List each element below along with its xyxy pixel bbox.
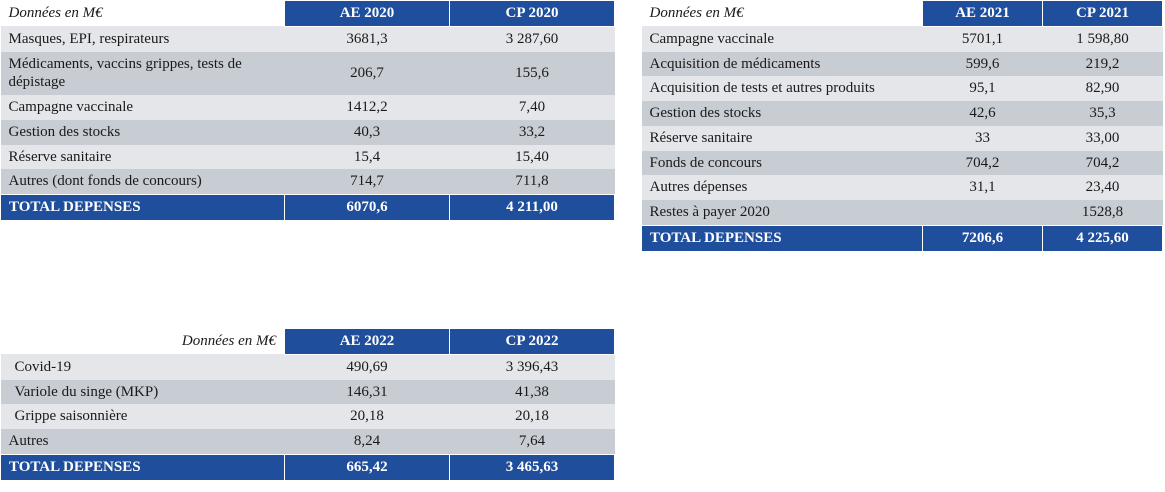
row-value-ae: 42,6 — [923, 101, 1043, 126]
row-value-ae: 599,6 — [923, 52, 1043, 77]
row-value-cp: 7,40 — [450, 95, 615, 120]
table-header-row — [1, 1, 615, 27]
row-label: Variole du singe (MKP) — [1, 380, 285, 405]
table-total-row — [1, 195, 615, 221]
table-row — [1, 404, 615, 429]
row-label: Autres dépenses — [642, 175, 923, 200]
row-value-ae: 714,7 — [285, 169, 450, 194]
row-label: Gestion des stocks — [642, 101, 923, 126]
column-header-cp: CP 2021 — [1043, 1, 1163, 27]
row-label: Gestion des stocks — [1, 120, 285, 145]
table — [0, 0, 615, 221]
table-row — [1, 354, 615, 379]
row-label: Acquisition de médicaments — [642, 52, 923, 77]
table-row — [1, 120, 615, 145]
table-row — [1, 145, 615, 170]
row-value-cp: 20,18 — [450, 404, 615, 429]
row-value-ae: 490,69 — [285, 354, 450, 379]
row-value-cp: 23,40 — [1043, 175, 1163, 200]
row-label: Masques, EPI, respirateurs — [1, 26, 285, 51]
row-value-ae — [923, 200, 1043, 225]
table-header-row — [1, 329, 615, 355]
total-value-cp: 4 211,00 — [450, 195, 615, 221]
table-caption: Données en M€ — [1, 1, 285, 27]
total-label: TOTAL DEPENSES — [1, 454, 285, 480]
table-caption: Données en M€ — [642, 1, 923, 27]
row-value-ae: 20,18 — [285, 404, 450, 429]
row-label: Campagne vaccinale — [642, 26, 923, 51]
row-value-ae: 40,3 — [285, 120, 450, 145]
table-row — [1, 169, 615, 194]
table-row — [642, 200, 1163, 225]
table-header-row — [642, 1, 1163, 27]
row-value-ae: 3681,3 — [285, 26, 450, 51]
table-row — [1, 380, 615, 405]
row-value-cp: 33,2 — [450, 120, 615, 145]
row-value-cp: 1 598,80 — [1043, 26, 1163, 51]
total-label: TOTAL DEPENSES — [1, 195, 285, 221]
table-row — [1, 429, 615, 454]
table-row — [642, 126, 1163, 151]
column-header-cp: CP 2022 — [450, 329, 615, 355]
row-value-cp: 704,2 — [1043, 151, 1163, 176]
table — [0, 328, 615, 481]
row-value-cp: 82,90 — [1043, 76, 1163, 101]
total-value-cp: 4 225,60 — [1043, 225, 1163, 251]
row-label: Fonds de concours — [642, 151, 923, 176]
total-value-ae: 6070,6 — [285, 195, 450, 221]
total-label: TOTAL DEPENSES — [642, 225, 923, 251]
row-value-ae: 33 — [923, 126, 1043, 151]
row-value-ae: 146,31 — [285, 380, 450, 405]
table-row — [642, 76, 1163, 101]
table-depenses-2021 — [641, 0, 1165, 252]
row-value-cp: 1528,8 — [1043, 200, 1163, 225]
table-row — [642, 101, 1163, 126]
row-value-ae: 15,4 — [285, 145, 450, 170]
row-label: Réserve sanitaire — [642, 126, 923, 151]
row-value-cp: 41,38 — [450, 380, 615, 405]
row-value-cp: 219,2 — [1043, 52, 1163, 77]
row-label: Restes à payer 2020 — [642, 200, 923, 225]
row-value-ae: 5701,1 — [923, 26, 1043, 51]
row-value-ae: 31,1 — [923, 175, 1043, 200]
row-value-cp: 155,6 — [450, 52, 615, 96]
row-label: Autres — [1, 429, 285, 454]
row-value-cp: 3 396,43 — [450, 354, 615, 379]
row-value-ae: 206,7 — [285, 52, 450, 96]
row-label: Autres (dont fonds de concours) — [1, 169, 285, 194]
row-value-cp: 7,64 — [450, 429, 615, 454]
column-header-ae: AE 2021 — [923, 1, 1043, 27]
total-value-ae: 665,42 — [285, 454, 450, 480]
row-value-cp: 15,40 — [450, 145, 615, 170]
row-value-cp: 33,00 — [1043, 126, 1163, 151]
column-header-ae: AE 2022 — [285, 329, 450, 355]
table-row — [642, 175, 1163, 200]
row-label: Réserve sanitaire — [1, 145, 285, 170]
row-value-ae: 95,1 — [923, 76, 1043, 101]
row-label: Médicaments, vaccins grippes, tests de dépistage — [1, 52, 285, 96]
total-value-cp: 3 465,63 — [450, 454, 615, 480]
column-header-ae: AE 2020 — [285, 1, 450, 27]
table-row — [642, 52, 1163, 77]
table-row — [1, 26, 615, 51]
table-row — [642, 151, 1163, 176]
row-label: Campagne vaccinale — [1, 95, 285, 120]
row-value-cp: 35,3 — [1043, 101, 1163, 126]
table-row — [1, 52, 615, 96]
row-label: Acquisition de tests et autres produits — [642, 76, 923, 101]
table — [641, 0, 1163, 252]
row-value-ae: 8,24 — [285, 429, 450, 454]
total-value-ae: 7206,6 — [923, 225, 1043, 251]
row-label: Covid-19 — [1, 354, 285, 379]
table-caption: Données en M€ — [1, 329, 285, 355]
row-label: Grippe saisonnière — [1, 404, 285, 429]
row-value-ae: 1412,2 — [285, 95, 450, 120]
row-value-cp: 711,8 — [450, 169, 615, 194]
table-row — [642, 26, 1163, 51]
table-total-row — [1, 454, 615, 480]
row-value-cp: 3 287,60 — [450, 26, 615, 51]
table-total-row — [642, 225, 1163, 251]
table-row — [1, 95, 615, 120]
column-header-cp: CP 2020 — [450, 1, 615, 27]
row-value-ae: 704,2 — [923, 151, 1043, 176]
table-depenses-2022 — [0, 328, 614, 481]
table-depenses-2020 — [0, 0, 614, 221]
